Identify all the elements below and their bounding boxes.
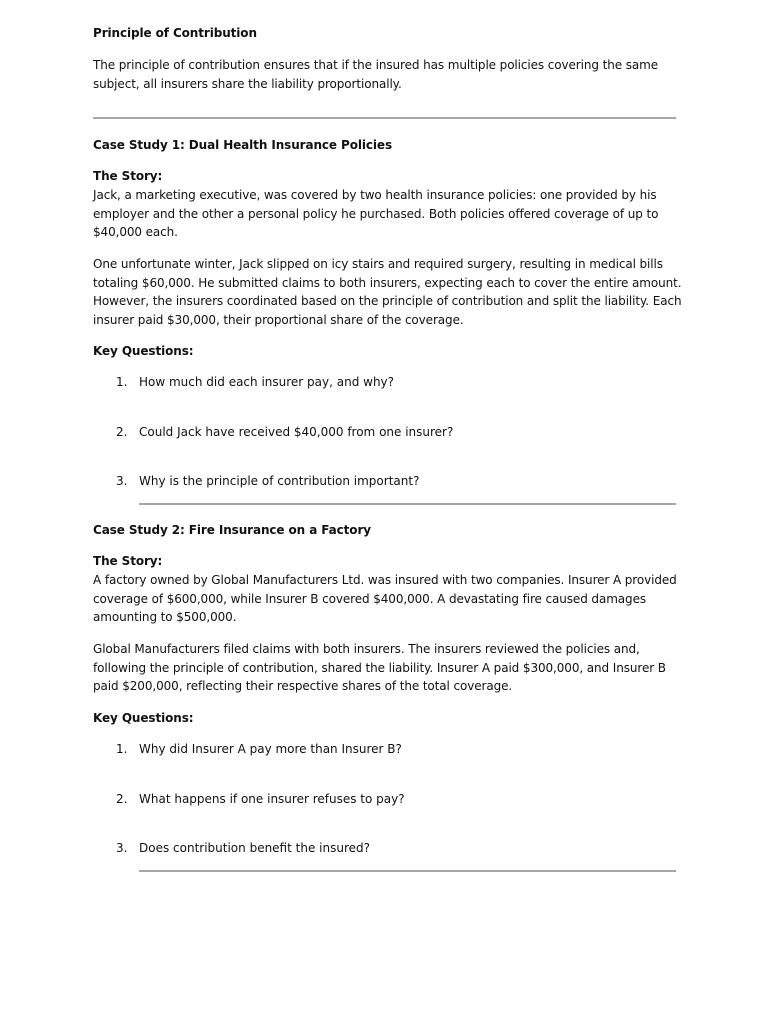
case1-question-item: [116, 472, 419, 490]
case2-story-paragraph-1: A factory owned by Global Manufacturers Ltd. was insured with two companies. Insurer A provided coverage of $600,000, while Insurer B covered $400,000. A devastating fire caused damages amounting to $500,000.: [93, 573, 677, 624]
list-number: 3.: [116, 841, 128, 855]
question-text: What happens if one insurer refuses to pay?: [139, 792, 405, 806]
case1-question-item: [116, 373, 394, 391]
case2-heading: Case Study 2: Fire Insurance on a Factory: [93, 523, 371, 537]
case1-story-paragraph-2: One unfortunate winter, Jack slipped on icy stairs and required surgery, resulting in medical bills totaling $60,000. He submitted claims to both insurers, expecting each to cover the entire amount. However, the insurers coordinated based on the principle of contribution and split the liability. Each insurer paid $30,000, their proportional share of the coverage.: [93, 257, 682, 327]
question-text: Why is the principle of contribution important?: [139, 474, 420, 488]
case2-question-item: [116, 740, 402, 758]
question-text: Could Jack have received $40,000 from one insurer?: [139, 425, 454, 439]
case2-questions-label: Key Questions:: [93, 711, 194, 725]
list-number: 2.: [116, 792, 128, 806]
list-number: 1.: [116, 375, 128, 389]
case1-question-item: [116, 423, 453, 441]
case1-story-paragraph-1: Jack, a marketing executive, was covered by two health insurance policies: one provided by his employer and the other a personal policy he purchased. Both policies offered coverage of up to $40,000 each.: [93, 188, 659, 239]
question-text: Does contribution benefit the insured?: [139, 841, 370, 855]
list-number: 1.: [116, 742, 128, 756]
case1-story-label: The Story:: [93, 169, 163, 183]
intro-paragraph: The principle of contribution ensures that if the insured has multiple policies covering the same subject, all insurers share the liability proportionally.: [93, 58, 659, 91]
case2-question-item: [116, 790, 405, 808]
answer-divider: [139, 503, 676, 505]
page-title: Principle of Contribution: [93, 26, 257, 40]
case2-question-item: [116, 839, 370, 857]
list-number: 3.: [116, 474, 128, 488]
section-divider: [93, 117, 676, 119]
case2-story-paragraph-2: Global Manufacturers filed claims with both insurers. The insurers reviewed the policies and, following the principle of contribution, shared the liability. Insurer A paid $300,000, and Insurer B paid $200,000, reflecting their respective shares of the total coverage.: [93, 642, 666, 693]
case2-story-label: The Story:: [93, 554, 163, 568]
case1-questions-label: Key Questions:: [93, 344, 194, 358]
question-text: How much did each insurer pay, and why?: [139, 375, 395, 389]
answer-divider: [139, 870, 676, 872]
question-text: Why did Insurer A pay more than Insurer B?: [139, 742, 402, 756]
case1-heading: Case Study 1: Dual Health Insurance Policies: [93, 138, 392, 152]
list-number: 2.: [116, 425, 128, 439]
